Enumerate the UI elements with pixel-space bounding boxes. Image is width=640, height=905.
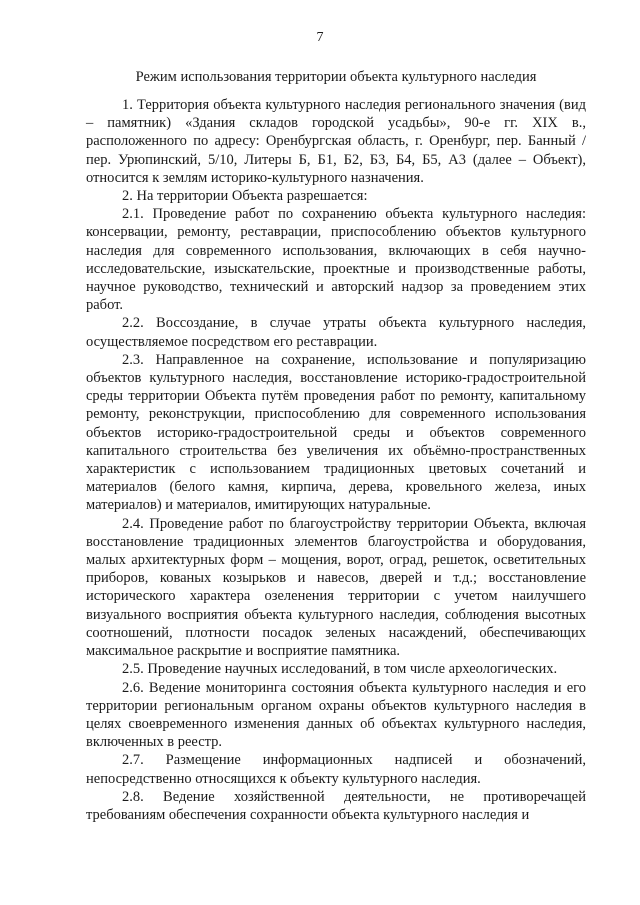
paragraph-2-2-recreation: 2.2. Воссоздание, в случае утраты объекта культурного наследия, осуществляемое посредством его реставрации.: [86, 315, 586, 350]
paragraph-2-permitted: 2. На территории Объекта разрешается:: [122, 188, 368, 205]
section-title: Режим использования территории объекта культурного наследия: [135, 69, 537, 85]
paragraph-2-3-environment-restoration: 2.3. Направленное на сохранение, использование и популяризацию объектов культурного наследия, восстановление историко-градостроительной среды территории Объекта путём проведения работ по ремонту, капитальному ремонту, реконструкции, приспособлению для современного использования объектов историко-градостроительной среды и объектов современного капитального строительства без увеличения их объёмно-пространственных характеристик с использованием традиционных цветовых сочетаний и материалов (белого камня, кирпича, дерева, кровельного железа, иных материалов) и материалов, имитирующих натуральные.: [86, 351, 586, 514]
paragraph-2-8-economic-activity: 2.8. Ведение хозяйственной деятельности, не противоречащей требованиям обеспечения сохранности объекта культурного наследия и: [86, 788, 586, 823]
paragraph-2-4-landscaping: 2.4. Проведение работ по благоустройству территории Объекта, включая восстановление традиционных элементов благоустройства и оборудования, малых архитектурных форм – мощения, ворот, оград, решеток, осветительных приборов, кованых козырьков и навесов, дверей и т.д.; восстановление исторического характера озеленения территории с учетом наилучшего визуального восприятия объекта культурного наследия, соблюдения высотных соотношений, плотности посадок зеленых насаждений, обеспечивающих максимальное раскрытие и восприятие памятника.: [86, 515, 586, 660]
paragraph-2-6-monitoring: 2.6. Ведение мониторинга состояния объекта культурного наследия и его территории региональным органом охраны объектов культурного наследия в целях своевременного изменения данных об объектах культурного наследия, включенных в реестр.: [86, 679, 586, 751]
paragraph-2-5-research: 2.5. Проведение научных исследований, в том числе археологических.: [122, 661, 558, 678]
paragraph-1-territory: 1. Территория объекта культурного наследия регионального значения (вид – памятник) «Здания складов городской усадьбы», 90-е гг. XIX в., расположенного по адресу: Оренбургская область, г. Оренбург, пер. Банный / пер. Урюпинский, 5/10, Литеры Б, Б1, Б2, Б3, Б4, Б5, А3 (далее – Объект), относится к землям историко-культурного назначения.: [86, 97, 586, 186]
paragraph-2-7-signage: 2.7. Размещение информационных надписей и обозначений, непосредственно относящихся к объекту культурного наследия.: [86, 752, 586, 787]
document-body: [86, 96, 586, 824]
page-number: 7: [316, 30, 324, 45]
paragraph-2-1-preservation-works: 2.1. Проведение работ по сохранению объекта культурного наследия: консервации, ремонту, реставрации, приспособлению объектов культурного наследия для современного использования, включающих в себя научно-исследовательские, изыскательские, проектные и производственные работы, научное руководство, технический и авторский надзор за проведением этих работ.: [86, 206, 586, 314]
